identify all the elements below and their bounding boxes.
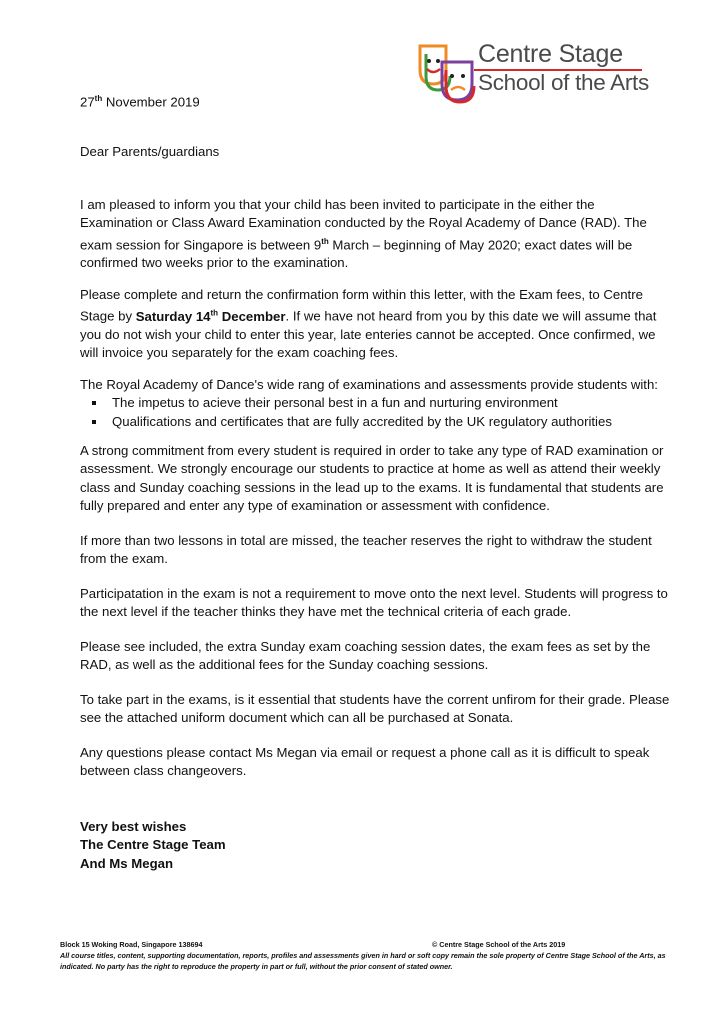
paragraph-commitment: A strong commitment from every student is required in order to take any type of RAD examination or assessment. We strongly encourage our students to practice at home as well as attend their weekly class and Sunday coaching sessions in the lead up to the exams. It is fundamental that students are fully prepared and enter any type of examination or assessment with confidence. [80, 443, 664, 513]
date-rest: November 2019 [102, 94, 200, 110]
footer-copyright: © Centre Stage School of the Arts 2019 [432, 940, 566, 949]
footer [60, 940, 680, 972]
letter-date [80, 90, 200, 112]
footer-address: Block 15 Woking Road, Singapore 138694 [60, 940, 203, 949]
date-day: 27 [80, 94, 95, 110]
signoff-line: The Centre Stage Team [80, 837, 226, 853]
p2-end: . If we have not heard from you by this date we will assume that you do not wish your child to enter this year, late enteries cannot be accepted. Once confirmed, we will invoice you separately for the exam coaching fees. [80, 308, 657, 361]
paragraph-included-fees: Please see included, the extra Sunday exam coaching session dates, the exam fees as set by the RAD, as well as the additional fees for the Sunday coaching sessions. [80, 639, 651, 673]
centre-stage-logo [416, 40, 649, 108]
list-item: Qualifications and certificates that are fully accredited by the UK regulatory authorities [80, 413, 670, 431]
p1-text: I am pleased to inform you that your child has been invited to participate in the either the Examination or Class Award Examination conducted by the Royal Academy of Dance (RAD). The exam session for Singapore is between 9 [80, 197, 647, 252]
paragraph-confirmation [80, 286, 670, 363]
paragraph-participation: Participatation in the exam is not a requirement to move onto the next level. Students will progress to the next level if the teacher thinks they have met the technical criteria of each grade. [80, 586, 668, 620]
footer-legal: All course titles, content, supporting documentation, reports, profiles and assessments given in hard or soft copy remain the sole property of Centre Stage School of the Arts, as indicated. No party has the right to reproduce the property in part or full, without the prior consent of stated owner. [60, 951, 666, 971]
benefits-intro: The Royal Academy of Dance's wide rang of examinations and assessments provide students with: [80, 377, 658, 392]
theatre-masks-icon [416, 40, 478, 108]
p1-end: March – beginning of May 2020; exact dates will be confirmed two weeks prior to the examination. [80, 236, 633, 271]
paragraph-benefits [80, 376, 670, 431]
date-suffix: th [94, 94, 103, 103]
paragraph-contact: Any questions please contact Ms Megan via email or request a phone call as it is difficult to speak between class changeovers. [80, 745, 650, 779]
p2-start: Please complete and return the confirmation form within this letter, with the Exam fees, to Centre Stage by [80, 287, 643, 324]
salutation: Dear Parents/guardians [80, 144, 220, 159]
p2-deadline: Saturday 14 [135, 308, 211, 324]
paragraph-uniform: To take part in the exams, is it essential that students have the corrent unfirom for their grade. Please see the attached uniform document which can all be purchased at Sonata. [80, 692, 670, 726]
paragraph-invitation [80, 196, 670, 273]
signoff-line: Very best wishes [80, 819, 187, 834]
signoff-line: And Ms Megan [80, 855, 174, 871]
signoff [80, 818, 226, 873]
p2-sup: th [210, 308, 219, 318]
logo-line-1: Centre Stage [478, 40, 623, 68]
paragraph-missed-lessons: If more than two lessons in total are missed, the teacher reserves the right to withdraw the student from the exam. [80, 533, 652, 567]
logo-line-2: School of the Arts [478, 70, 649, 95]
p1-sup: th [321, 236, 329, 246]
list-item: The impetus to acieve their personal best in a fun and nurturing environment [80, 394, 670, 412]
benefits-list [80, 394, 670, 431]
p2-deadline-month: December [218, 308, 286, 324]
